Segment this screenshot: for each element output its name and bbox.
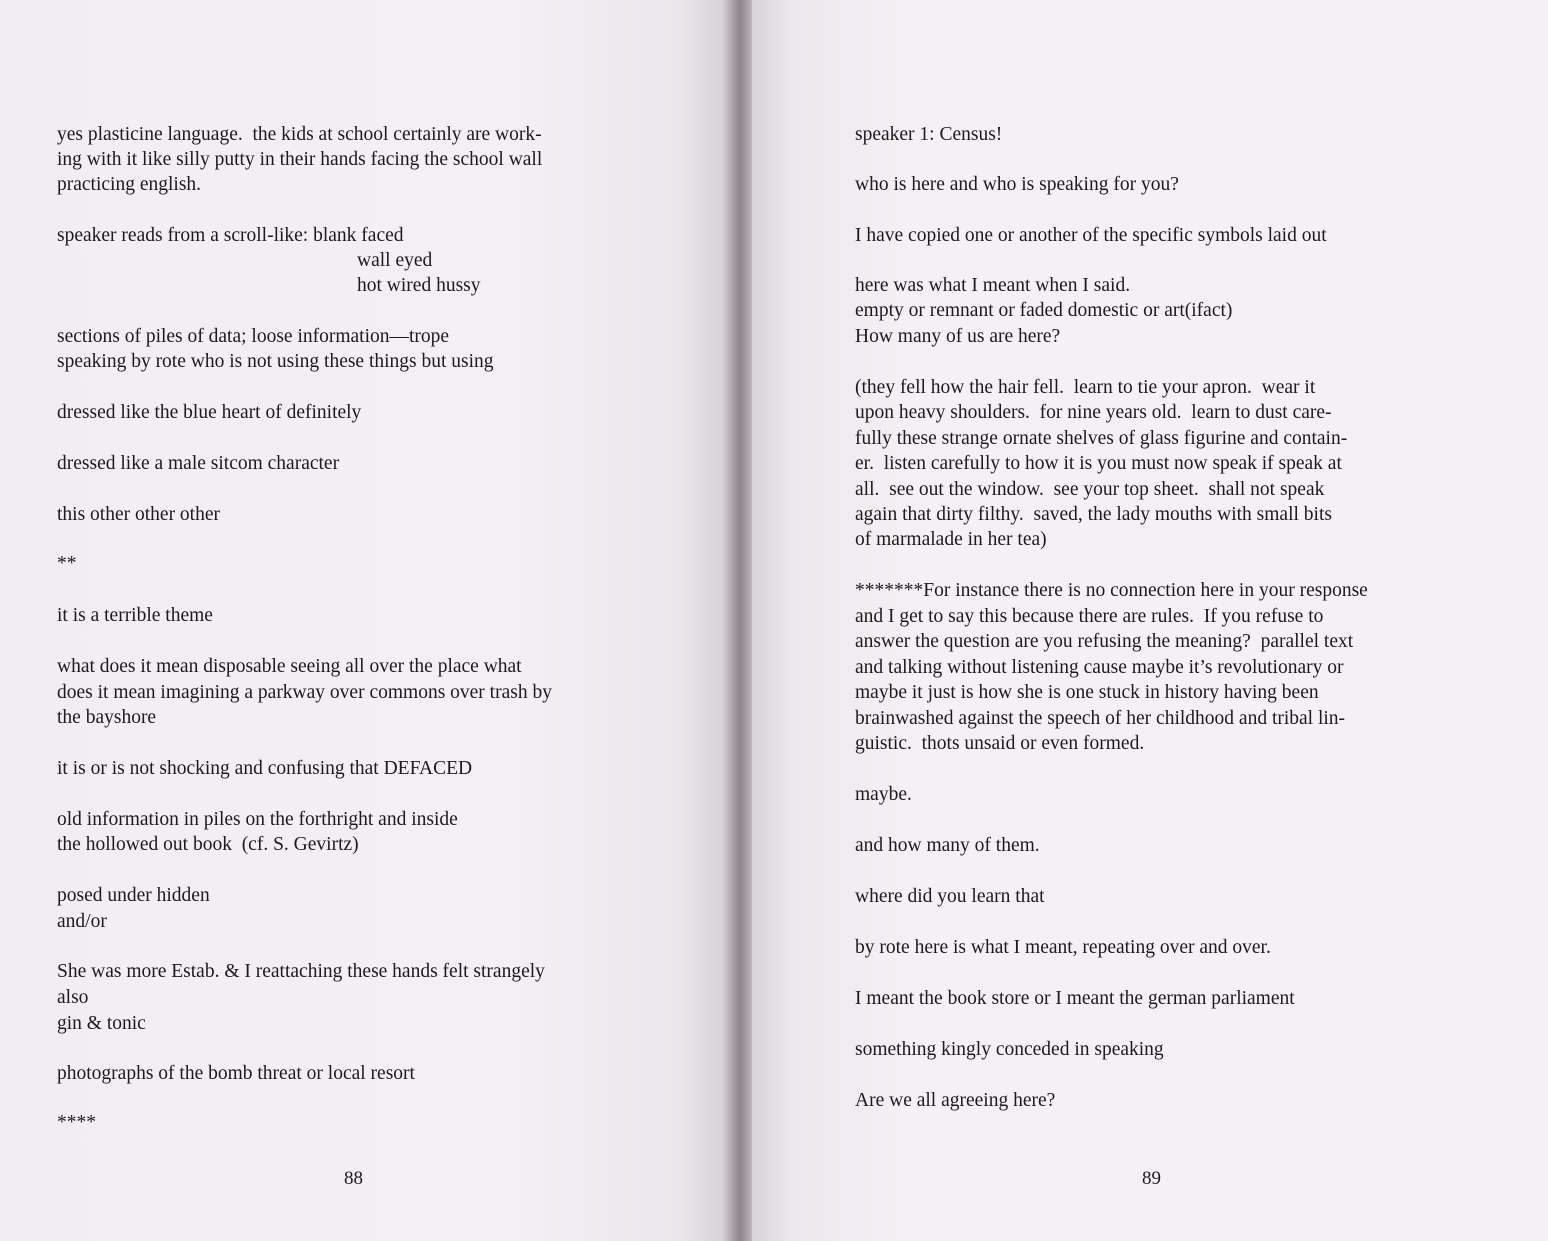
text-line: I meant the book store or I meant the german parliament	[855, 988, 1295, 1009]
text-line: the bayshore	[57, 707, 157, 728]
text-line: maybe it just is how she is one stuck in history having been	[855, 682, 1319, 703]
text-line: speaker reads from a scroll-like: blank faced	[57, 225, 404, 246]
text-line: speaking by rote who is not using these things but using	[57, 351, 494, 372]
text-line: gin & tonic	[57, 1013, 146, 1034]
text-line: wall eyed	[357, 250, 433, 271]
text-line: where did you learn that	[855, 886, 1045, 907]
text-line: and talking without listening cause maybe it’s revolutionary or	[855, 657, 1344, 678]
text-line: and/or	[57, 911, 107, 932]
text-line: ing with it like silly putty in their hands facing the school wall	[57, 149, 543, 170]
text-line: of marmalade in her tea)	[855, 529, 1047, 550]
text-line: dressed like the blue heart of definitely	[57, 402, 362, 423]
text-line: *******For instance there is no connection here in your response	[855, 580, 1368, 601]
text-line: answer the question are you refusing the meaning? parallel text	[855, 631, 1354, 652]
text-line: empty or remnant or faded domestic or art(ifact)	[855, 300, 1233, 321]
text-line: (they fell how the hair fell. learn to tie your apron. wear it	[855, 377, 1316, 398]
text-line: brainwashed against the speech of her childhood and tribal lin-	[855, 708, 1346, 729]
text-line: the hollowed out book (cf. S. Gevirtz)	[57, 834, 359, 855]
text-line: How many of us are here?	[855, 326, 1061, 347]
text-line: all. see out the window. see your top sheet. shall not speak	[855, 479, 1325, 500]
text-line: who is here and who is speaking for you?	[855, 174, 1179, 195]
text-line: Are we all agreeing here?	[855, 1090, 1056, 1111]
text-line: this other other other	[57, 504, 220, 525]
text-line: fully these strange ornate shelves of glass figurine and contain-	[855, 428, 1348, 449]
page-number: 88	[344, 1168, 363, 1189]
text-line: also	[57, 987, 89, 1008]
text-line: something kingly conceded in speaking	[855, 1039, 1164, 1060]
text-line: it is a terrible theme	[57, 605, 213, 626]
section-break: **	[57, 553, 77, 574]
text-line: er. listen carefully to how it is you must now speak if speak at	[855, 453, 1342, 474]
text-line: upon heavy shoulders. for nine years old. learn to dust care-	[855, 402, 1332, 423]
text-line: speaker 1: Census!	[855, 124, 1003, 145]
text-line: dressed like a male sitcom character	[57, 453, 340, 474]
text-line: She was more Estab. & I reattaching these hands felt strangely	[57, 961, 545, 982]
text-line: and I get to say this because there are rules. If you refuse to	[855, 606, 1324, 627]
text-line: by rote here is what I meant, repeating over and over.	[855, 937, 1271, 958]
text-line: hot wired hussy	[357, 275, 481, 296]
text-line: I have copied one or another of the specific symbols laid out	[855, 225, 1327, 246]
text-line: yes plasticine language. the kids at school certainly are work-	[57, 124, 542, 145]
text-line: old information in piles on the forthright and inside	[57, 809, 458, 830]
text-line: it is or is not shocking and confusing that DEFACED	[57, 758, 473, 779]
text-line: practicing english.	[57, 174, 202, 195]
text-line: again that dirty filthy. saved, the lady mouths with small bits	[855, 504, 1332, 525]
text-line: posed under hidden	[57, 885, 210, 906]
text-line: and how many of them.	[855, 835, 1040, 856]
section-break: ****	[57, 1112, 96, 1133]
text-line: photographs of the bomb threat or local resort	[57, 1063, 415, 1084]
text-line: maybe.	[855, 784, 912, 805]
left-page	[0, 0, 728, 1241]
text-line: what does it mean disposable seeing all over the place what	[57, 656, 522, 677]
text-line: sections of piles of data; loose information—trope	[57, 326, 450, 347]
page-number: 89	[1142, 1168, 1161, 1189]
text-line: does it mean imagining a parkway over commons over trash by	[57, 682, 552, 703]
right-page	[752, 0, 1548, 1241]
text-line: here was what I meant when I said.	[855, 275, 1131, 296]
text-line: guistic. thots unsaid or even formed.	[855, 733, 1145, 754]
